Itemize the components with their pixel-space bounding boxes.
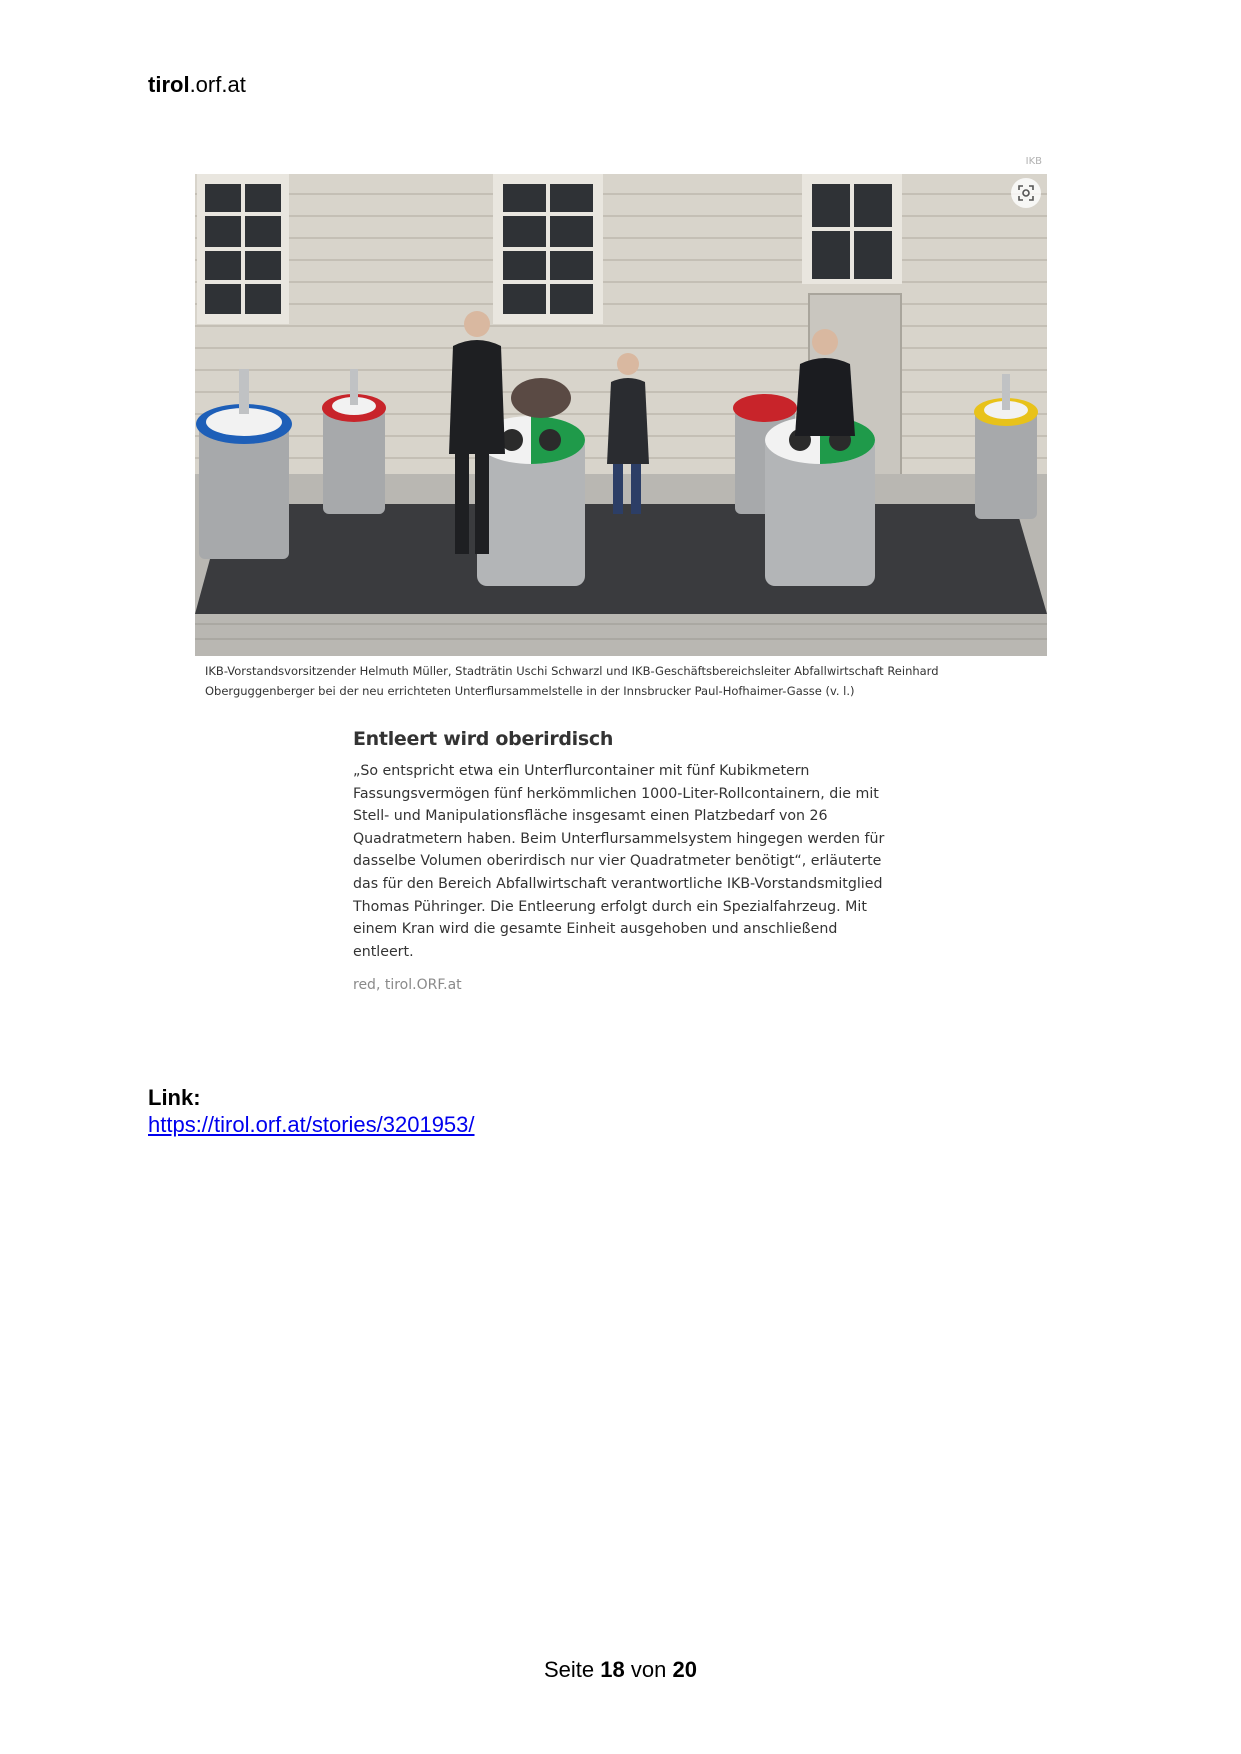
article	[353, 728, 893, 993]
link-label: Link:	[148, 1085, 201, 1110]
footer-middle: von	[630, 1657, 667, 1682]
article-body: „So entspricht etwa ein Unterflurcontainer mit fünf Kubikmetern Fassungsvermögen fünf herkömmlichen 1000-Liter-Rollcontainern, die mit Stell- und Manipulationsfläche insgesamt einen Platzbedarf von 26 Quadratmetern haben. Beim Unterflursammelsystem hingegen werden für dasselbe Volumen oberirdisch nur vier Quadratmeter benötigt“, erläuterte das für den Bereich Abfallwirtschaft verantwortliche IKB-Vorstandsmitglied Thomas Pühringer. Die Entleerung erfolgt durch ein Spezialfahrzeug. Mit einem Kran wird die gesamte Einheit ausgehoben und anschließend entleert.	[353, 763, 885, 960]
zoom-icon[interactable]	[1011, 178, 1041, 208]
brand-rest: .orf.at	[189, 72, 246, 97]
photo-caption: IKB-Vorstandsvorsitzender Helmuth Müller, Stadträtin Uschi Schwarzl und IKB-Geschäftsbereichsleiter Abfallwirtschaft Reinhard Oberguggenberger bei der neu errichteten Unterflursammelstelle in der Innsbrucker Paul-Hofhaimer-Gasse (v. l.)	[205, 664, 939, 698]
source-link[interactable]: https://tirol.orf.at/stories/3201953/	[148, 1112, 475, 1137]
site-header	[148, 72, 246, 98]
article-heading: Entleert wird oberirdisch	[353, 728, 614, 750]
article-byline: red, tirol.ORF.at	[353, 977, 462, 994]
page-footer	[0, 1657, 1241, 1683]
article-photo[interactable]	[195, 174, 1047, 656]
footer-page-number: 18	[600, 1657, 625, 1682]
footer-prefix: Seite	[544, 1657, 595, 1682]
footer-total-pages: 20	[672, 1657, 697, 1682]
photo-credit: IKB	[1025, 156, 1042, 167]
brand-bold: tirol	[148, 72, 190, 97]
